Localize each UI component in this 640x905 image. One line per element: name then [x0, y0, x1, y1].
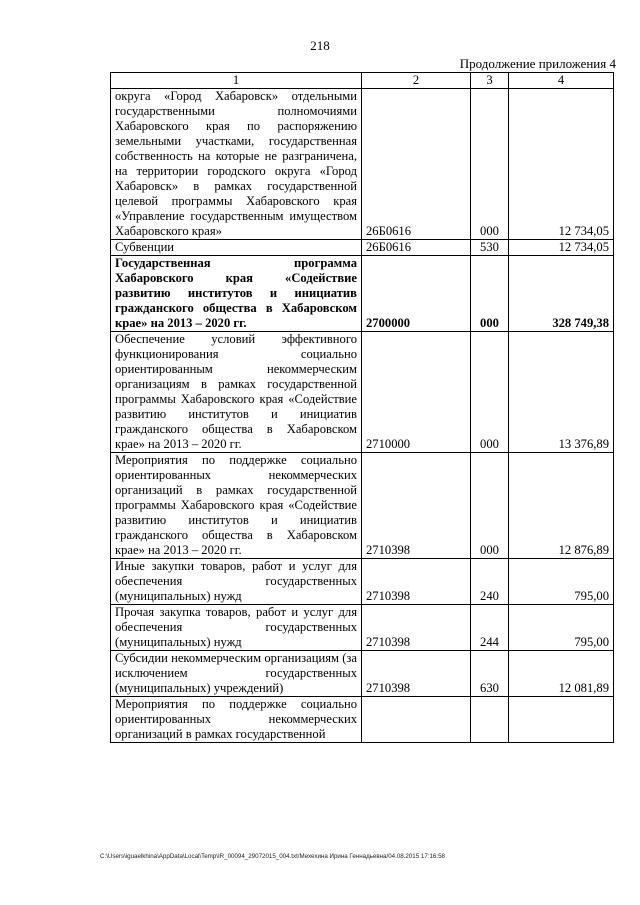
row-sum-cell: 328 749,38	[509, 256, 614, 332]
row-name-cell: округа «Город Хабаровск» отдельными государственными полномочиями Хабаровского края по распоряжению земельными участками, государственная собственность на которые не разграничена, на территории городского округа «Город Хабаровск» в рамках государственной целевой программы Хабаровского края «Управление государственным имуществом Хабаровского края»	[111, 89, 362, 240]
row-sum-cell: 12 734,05	[509, 240, 614, 256]
row-code-cell: 26Б0616	[362, 89, 471, 240]
row-type-cell	[471, 697, 509, 743]
file-path-footer: C:\Users\iguaelkhina\AppData\Local\Temp\IR_00094_29072015_004.txt/Мехехина Ирина Геннадьевна/04.08.2015 17:16:58	[100, 853, 445, 860]
row-name-cell: Субсидии некоммерческим организациям (за исключением государственных (муниципальных) учреждений)	[111, 651, 362, 697]
table-row	[111, 89, 614, 240]
row-name-cell: Мероприятия по поддержке социально ориентированных некоммерческих организаций в рамках государственной программы Хабаровского края «Содействие развитию институтов и инициатив гражданского общества в Хабаровском крае» на 2013 – 2020 гг.	[111, 453, 362, 559]
row-sum-cell: 12 081,89	[509, 651, 614, 697]
table-row	[111, 559, 614, 605]
row-type-cell: 530	[471, 240, 509, 256]
table-header-row	[111, 73, 614, 89]
column-header-1: 1	[111, 73, 362, 89]
table-row	[111, 453, 614, 559]
column-header-4: 4	[509, 73, 614, 89]
row-name-cell: Государственная программа Хабаровского края «Содействие развитию институтов и инициатив гражданского общества в Хабаровском крае» на 2013 – 2020 гг.	[111, 256, 362, 332]
table-body	[111, 89, 614, 743]
row-name-cell: Обеспечение условий эффективного функционирования социально ориентированным некоммерческим организациям в рамках государственной программы Хабаровского края «Содействие развитию институтов и инициатив гражданского общества в Хабаровском крае» на 2013 – 2020 гг.	[111, 332, 362, 453]
row-code-cell: 2710398	[362, 605, 471, 651]
row-sum-cell: 12 734,05	[509, 89, 614, 240]
row-code-cell: 2700000	[362, 256, 471, 332]
row-type-cell: 244	[471, 605, 509, 651]
row-sum-cell: 795,00	[509, 559, 614, 605]
row-sum-cell: 795,00	[509, 605, 614, 651]
row-code-cell: 2710398	[362, 559, 471, 605]
row-type-cell: 240	[471, 559, 509, 605]
column-header-2: 2	[362, 73, 471, 89]
appendix-continuation-label: Продолжение приложения 4	[459, 56, 616, 71]
column-header-3: 3	[471, 73, 509, 89]
table-row	[111, 697, 614, 743]
table-row	[111, 256, 614, 332]
row-sum-cell: 12 876,89	[509, 453, 614, 559]
row-code-cell: 2710000	[362, 332, 471, 453]
row-type-cell: 000	[471, 453, 509, 559]
row-code-cell: 2710398	[362, 453, 471, 559]
row-name-cell: Субвенции	[111, 240, 362, 256]
row-name-cell: Мероприятия по поддержке социально ориентированных некоммерческих организаций в рамках государственной	[111, 697, 362, 743]
row-name-cell: Иные закупки товаров, работ и услуг для обеспечения государственных (муниципальных) нужд	[111, 559, 362, 605]
row-code-cell	[362, 697, 471, 743]
row-sum-cell	[509, 697, 614, 743]
row-type-cell: 630	[471, 651, 509, 697]
row-type-cell: 000	[471, 332, 509, 453]
table-row	[111, 240, 614, 256]
page-number: 218	[310, 38, 330, 53]
row-sum-cell: 13 376,89	[509, 332, 614, 453]
row-code-cell: 2710398	[362, 651, 471, 697]
table-row	[111, 605, 614, 651]
table-row	[111, 651, 614, 697]
table-row	[111, 332, 614, 453]
row-code-cell: 26Б0616	[362, 240, 471, 256]
budget-table	[110, 72, 614, 743]
row-type-cell: 000	[471, 89, 509, 240]
row-type-cell: 000	[471, 256, 509, 332]
row-name-cell: Прочая закупка товаров, работ и услуг для обеспечения государственных (муниципальных) нужд	[111, 605, 362, 651]
